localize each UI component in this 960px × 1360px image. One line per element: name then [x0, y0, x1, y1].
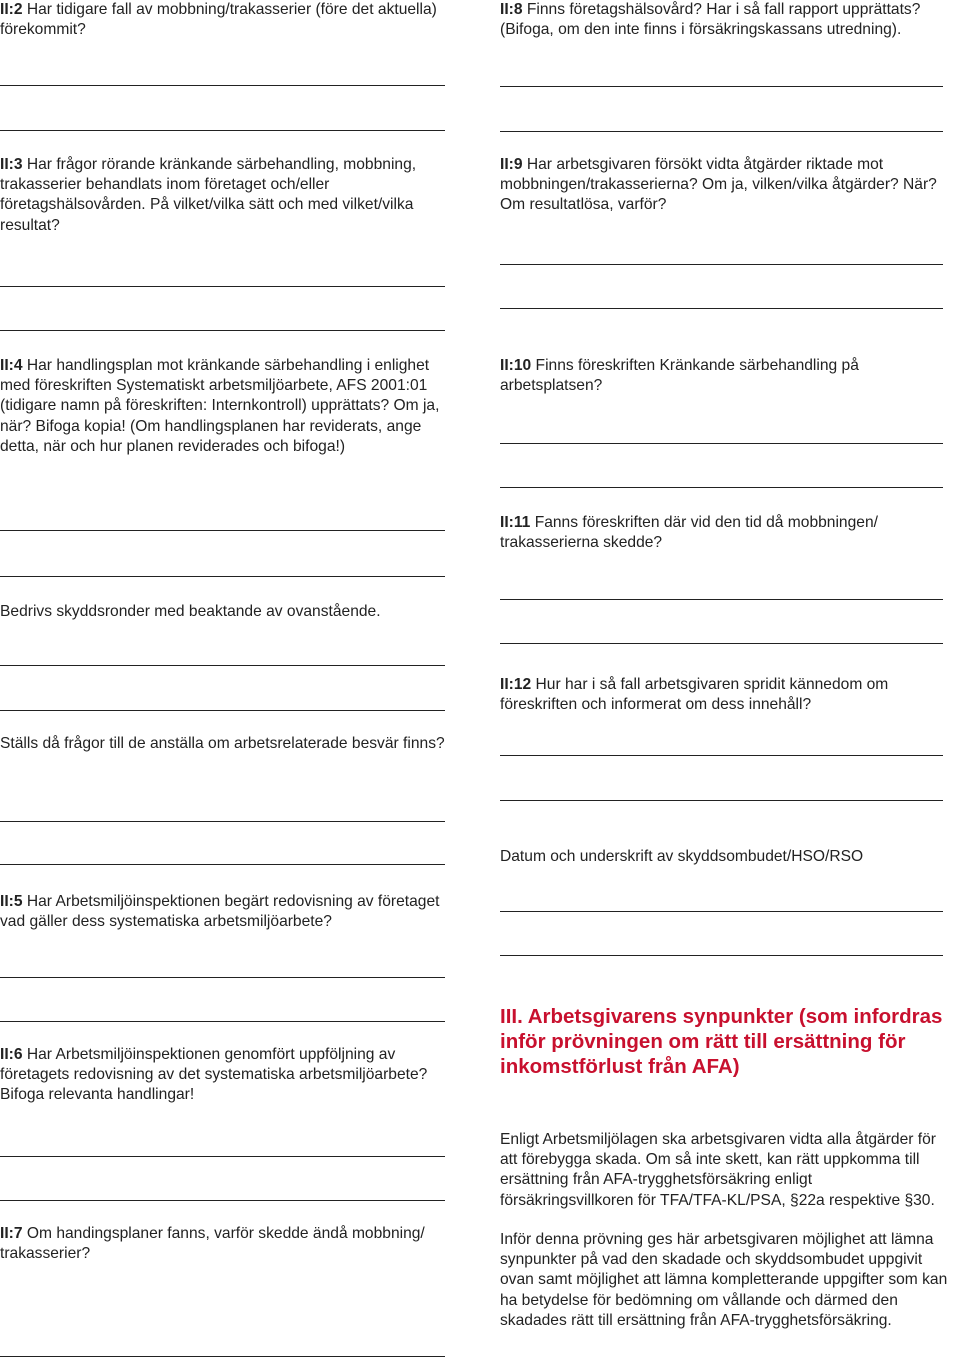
question-ii-10	[500, 356, 948, 396]
answer-line[interactable]	[500, 487, 943, 488]
section-iii-paragraph-2: Inför denna prövning ges här arbetsgivaren möjlighet att lämna synpunkter på vad den skadade och skyddsombudet uppgivit ovan samt möjlighet att lämna kompletterande uppgifter som kan ha betydelse för bedömning om vållande och därmed den skadades rätt till ersättning från AFA-trygghetsförsäkring.	[500, 1231, 948, 1329]
question-number: II:9	[500, 156, 523, 173]
answer-line[interactable]	[0, 576, 445, 577]
question-text: Hur har i så fall arbetsgivaren spridit kännedom om föreskriften och informerat om dess innehåll?	[500, 676, 889, 714]
answer-line[interactable]	[0, 85, 445, 86]
question-number: II:8	[500, 1, 523, 18]
answer-line[interactable]	[500, 131, 943, 132]
question-ii-9	[500, 155, 948, 216]
question-text: Finns företagshälsovård? Har i så fall rapport upprättats? (Bifoga, om den inte finns i försäkringskassans utredning).	[500, 1, 921, 39]
question-text: Har arbetsgivaren försökt vidta åtgärder riktade mot mobbningen/trakasserierna? Om ja, vilken/vilka åtgärder? När? Om resultatlösa, varför?	[500, 156, 937, 214]
question-text: Finns föreskriften Kränkande särbehandling på arbetsplatsen?	[500, 357, 859, 395]
answer-line[interactable]	[0, 1200, 445, 1201]
question-number: II:2	[0, 1, 23, 18]
answer-line[interactable]	[500, 443, 943, 444]
question-number: II:10	[500, 357, 532, 374]
question-number: II:5	[0, 893, 23, 910]
question-text: Har Arbetsmiljöinspektionen genomfört uppföljning av företagets redovisning av det systematiska arbetsmiljöarbete? Bifoga relevanta handlingar!	[0, 1046, 428, 1104]
answer-line[interactable]	[500, 800, 943, 801]
question-ii-8	[500, 0, 948, 40]
answer-line[interactable]	[500, 599, 943, 600]
question-text: Har frågor rörande kränkande särbehandling, mobbning, trakasserier behandlats inom företaget och/eller företagshälsovården. På vilket/vilka sätt och med vilket/vilka resultat?	[0, 156, 417, 234]
question-text: Har tidigare fall av mobbning/trakasserier (före det aktuella) förekommit?	[0, 1, 437, 39]
question-ii-2	[0, 0, 450, 40]
answer-line[interactable]	[500, 755, 943, 756]
question-text: Har handlingsplan mot kränkande särbehandling i enlighet med föreskriften Systematiskt arbetsmiljöarbete, AFS 2001:01 (tidigare namn på föreskriften: Internkontroll) upprättats? Om ja, när? Bifoga kopia! (Om handlingsplanen har reviderats, ange detta, när och hur planen reviderades och bifoga!)	[0, 357, 440, 455]
answer-line[interactable]	[500, 308, 943, 309]
answer-line[interactable]	[0, 977, 445, 978]
section-iii-paragraph-1: Enligt Arbetsmiljölagen ska arbetsgivaren vidta alla åtgärder för att förebygga skada. Om så inte skett, kan rätt uppkomma till ersättning från AFA-trygghetsförsäkring enligt försäkringsvillkoren för TFA/TFA-KL/PSA, §22a respektive §30.	[500, 1131, 936, 1209]
answer-line[interactable]	[0, 530, 445, 531]
question-ii-5	[0, 892, 450, 932]
signature-line[interactable]	[500, 955, 943, 956]
question-number: II:4	[0, 357, 23, 374]
answer-line[interactable]	[0, 1156, 445, 1157]
answer-line[interactable]	[0, 1356, 445, 1357]
question-number: II:7	[0, 1225, 23, 1242]
answer-line[interactable]	[0, 864, 445, 865]
question-ii-3	[0, 155, 450, 236]
signature-line[interactable]	[500, 911, 943, 912]
question-number: II:11	[500, 514, 531, 531]
answer-line[interactable]	[0, 665, 445, 666]
question-ii-4	[0, 356, 450, 457]
answer-line[interactable]	[0, 130, 445, 131]
question-number: II:6	[0, 1046, 23, 1063]
question-text: Har Arbetsmiljöinspektionen begärt redovisning av företaget vad gäller dess systematiska arbetsmiljöarbete?	[0, 893, 440, 931]
answer-line[interactable]	[0, 710, 445, 711]
answer-line[interactable]	[500, 643, 943, 644]
answer-line[interactable]	[0, 821, 445, 822]
answer-line[interactable]	[500, 86, 943, 87]
question-number: II:12	[500, 676, 532, 693]
question-ii-12	[500, 675, 948, 715]
question-number: II:3	[0, 156, 23, 173]
signature-label: Datum och underskrift av skyddsombudet/HSO/RSO	[500, 848, 864, 865]
stalls-fragor-question: Ställs då frågor till de anställa om arbetsrelaterade besvär finns?	[0, 735, 445, 752]
answer-line[interactable]	[500, 264, 943, 265]
answer-line[interactable]	[0, 1021, 445, 1022]
question-text: Om handingsplaner fanns, varför skedde ändå mobbning/ trakasserier?	[0, 1225, 425, 1263]
question-ii-7	[0, 1224, 450, 1264]
section-iii-heading: III. Arbetsgivarens synpunkter (som infordras inför prövningen om rätt till ersättning för inkomstförlust från AFA)	[500, 1005, 943, 1078]
question-ii-6	[0, 1045, 450, 1106]
answer-line[interactable]	[0, 286, 445, 287]
question-ii-11	[500, 513, 948, 553]
question-text: Fanns föreskriften där vid den tid då mobbningen/ trakasserierna skedde?	[500, 514, 878, 552]
answer-line[interactable]	[0, 330, 445, 331]
skyddsronder-question: Bedrivs skyddsronder med beaktande av ovanstående.	[0, 603, 381, 620]
